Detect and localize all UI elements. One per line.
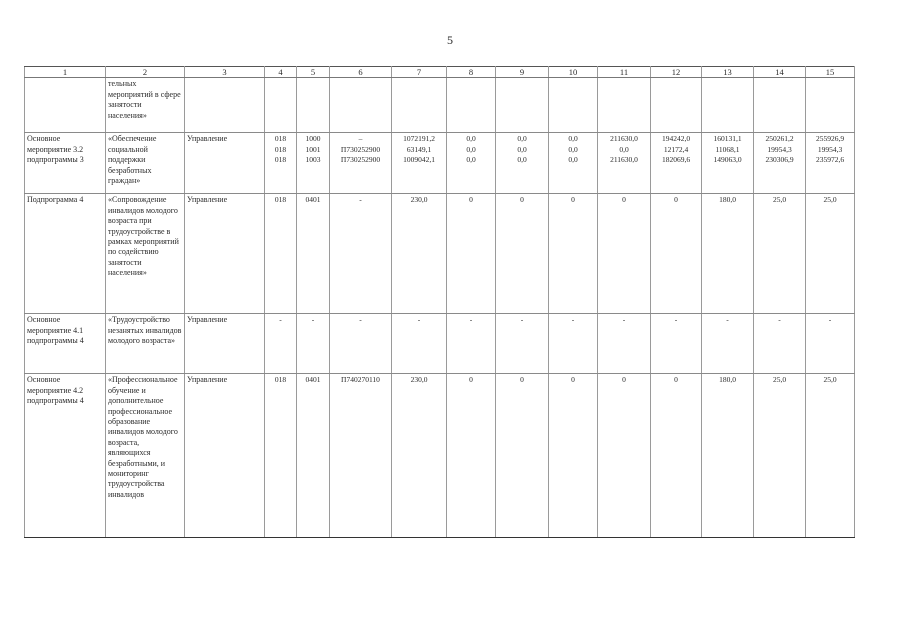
table-body <box>25 78 855 538</box>
cell-value: 0 <box>571 195 575 205</box>
cell-value: 0 <box>622 375 626 385</box>
value-cell <box>702 374 754 538</box>
value-cell <box>754 374 806 538</box>
row-description-cell: «Профессиональное обучение и дополнительное профессиональное образование инвалидов молодого возраста, являющихся безработными, и мониторинг трудоустройства инвалидов <box>106 374 185 538</box>
column-header: 14 <box>754 67 806 78</box>
value-cell <box>651 78 702 133</box>
value-cell <box>265 194 297 314</box>
cell-value: - <box>571 315 575 325</box>
cell-value: 0 <box>674 375 678 385</box>
cell-value: 230306,9 <box>765 155 794 165</box>
value-cell <box>330 194 392 314</box>
row-description-cell: «Обеспечение социальной поддержки безработных граждан» <box>106 133 185 194</box>
row-description-cell: тельных мероприятий в сфере занятости населения» <box>106 78 185 133</box>
page-number: 5 <box>447 33 453 47</box>
column-header: 4 <box>265 67 297 78</box>
value-cell <box>598 374 651 538</box>
cell-value: 230,0 <box>410 375 428 385</box>
cell-value: - <box>520 315 524 325</box>
cell-value: 0,0 <box>517 155 527 165</box>
cell-value: – <box>358 134 363 144</box>
cell-value: - <box>417 315 421 325</box>
value-cell <box>549 78 598 133</box>
value-cell <box>392 78 447 133</box>
cell-value: П740270110 <box>341 375 380 385</box>
cell-value: 0,0 <box>568 155 578 165</box>
value-cell <box>702 194 754 314</box>
value-cell <box>549 133 598 194</box>
value-cell <box>447 374 496 538</box>
value-cell <box>392 314 447 374</box>
cell-value: 1001 <box>305 144 321 154</box>
table-row <box>25 78 855 133</box>
value-cell <box>265 78 297 133</box>
table-row <box>25 194 855 314</box>
value-cell <box>754 133 806 194</box>
cell-value: 0 <box>520 195 524 205</box>
value-cell <box>330 78 392 133</box>
column-header: 10 <box>549 67 598 78</box>
value-cell <box>297 78 330 133</box>
cell-value: 0401 <box>305 195 321 205</box>
column-header: 9 <box>496 67 549 78</box>
cell-value: 255926,9 <box>815 134 845 144</box>
cell-value: 180,0 <box>719 195 736 205</box>
value-cell <box>392 133 447 194</box>
value-cell <box>702 314 754 374</box>
value-cell <box>806 194 855 314</box>
cell-value: 0 <box>622 195 626 205</box>
cell-value: 018 <box>274 375 287 385</box>
column-header: 11 <box>598 67 651 78</box>
value-cell <box>447 78 496 133</box>
value-cell <box>651 374 702 538</box>
responsible-cell: Управление <box>185 314 265 374</box>
value-cell <box>265 374 297 538</box>
value-cell <box>549 314 598 374</box>
cell-value: 25,0 <box>772 375 787 385</box>
cell-value: 0,0 <box>568 144 578 154</box>
column-header: 8 <box>447 67 496 78</box>
value-cell <box>330 314 392 374</box>
row-description-cell: «Сопровождение инвалидов молодого возраста при трудоустройстве в рамках мероприятий по содействию занятости населения» <box>106 194 185 314</box>
value-cell <box>549 194 598 314</box>
cell-value: - <box>674 315 678 325</box>
cell-value: 25,0 <box>823 195 837 205</box>
value-cell <box>496 133 549 194</box>
value-cell <box>330 374 392 538</box>
cell-value: 0401 <box>305 375 321 385</box>
cell-value: 235972,6 <box>815 155 845 165</box>
responsible-cell: Управление <box>185 374 265 538</box>
header-row <box>25 67 855 78</box>
cell-value: 180,0 <box>719 375 736 385</box>
cell-value: - <box>359 195 362 205</box>
cell-value: 0 <box>520 375 524 385</box>
value-cell <box>651 314 702 374</box>
column-header: 15 <box>806 67 855 78</box>
cell-value: 0 <box>469 195 473 205</box>
value-cell <box>702 133 754 194</box>
value-cell <box>447 133 496 194</box>
value-cell <box>392 194 447 314</box>
value-cell <box>496 78 549 133</box>
responsible-cell <box>185 78 265 133</box>
value-cell <box>598 314 651 374</box>
cell-value: 018 <box>274 195 287 205</box>
cell-value: П730252900 <box>340 144 381 154</box>
cell-value: 12172,4 <box>663 144 689 154</box>
table-row <box>25 374 855 538</box>
cell-value: 194242,0 <box>661 134 691 144</box>
value-cell <box>754 314 806 374</box>
row-name-cell: Подпрограмма 4 <box>25 194 106 314</box>
value-cell <box>598 133 651 194</box>
cell-value: 63149,1 <box>406 144 432 154</box>
cell-value: 018 <box>274 144 287 154</box>
value-cell <box>496 374 549 538</box>
cell-value: - <box>359 315 362 325</box>
cell-value: 19954,3 <box>817 144 843 154</box>
value-cell <box>496 314 549 374</box>
value-cell <box>806 374 855 538</box>
table-row <box>25 133 855 194</box>
cell-value: 0 <box>469 375 473 385</box>
cell-value: 149063,0 <box>713 155 742 165</box>
column-header: 12 <box>651 67 702 78</box>
value-cell <box>297 194 330 314</box>
row-name-cell: Основное мероприятие 3.2 подпрограммы 3 <box>25 133 106 194</box>
value-cell <box>651 133 702 194</box>
cell-value: 250261,2 <box>765 134 794 144</box>
value-cell <box>297 374 330 538</box>
value-cell <box>297 133 330 194</box>
cell-value: 1003 <box>305 155 321 165</box>
value-cell <box>496 194 549 314</box>
cell-value: П730252900 <box>340 155 381 165</box>
value-cell <box>806 78 855 133</box>
cell-value: 0,0 <box>517 144 527 154</box>
value-cell <box>754 78 806 133</box>
row-description-cell: «Трудоустройство незанятых инвалидов молодого возраста» <box>106 314 185 374</box>
column-header: 3 <box>185 67 265 78</box>
row-name-cell <box>25 78 106 133</box>
cell-value: 0,0 <box>466 155 476 165</box>
cell-value: - <box>279 315 282 325</box>
cell-value: 1000 <box>305 134 321 144</box>
cell-value: 19954,3 <box>767 144 792 154</box>
program-table <box>24 66 855 538</box>
cell-value: 11068,1 <box>715 144 740 154</box>
cell-value: 1009042,1 <box>403 155 435 165</box>
table-row <box>25 314 855 374</box>
value-cell <box>806 314 855 374</box>
value-cell <box>447 194 496 314</box>
row-name-cell: Основное мероприятие 4.2 подпрограммы 4 <box>25 374 106 538</box>
cell-value: 0,0 <box>517 134 527 144</box>
cell-value: 0 <box>674 195 678 205</box>
value-cell <box>754 194 806 314</box>
cell-value: 211630,0 <box>610 155 638 165</box>
column-header: 5 <box>297 67 330 78</box>
cell-value: 0 <box>571 375 575 385</box>
value-cell <box>392 374 447 538</box>
cell-value: 1072191,2 <box>403 134 435 144</box>
column-header: 2 <box>106 67 185 78</box>
cell-value: - <box>828 315 832 325</box>
cell-value: 0,0 <box>466 144 476 154</box>
cell-value: 182069,6 <box>661 155 691 165</box>
value-cell <box>447 314 496 374</box>
column-header: 13 <box>702 67 754 78</box>
cell-value: 0,0 <box>568 134 578 144</box>
cell-value: 0,0 <box>619 144 629 154</box>
cell-value: 018 <box>274 155 287 165</box>
cell-value: 211630,0 <box>610 134 638 144</box>
cell-value: 25,0 <box>772 195 787 205</box>
value-cell <box>330 133 392 194</box>
value-cell <box>598 78 651 133</box>
column-header: 7 <box>392 67 447 78</box>
responsible-cell: Управление <box>185 133 265 194</box>
cell-value: 25,0 <box>823 375 837 385</box>
cell-value: 0,0 <box>466 134 476 144</box>
value-cell <box>265 314 297 374</box>
value-cell <box>549 374 598 538</box>
cell-value: - <box>726 315 729 325</box>
value-cell <box>297 314 330 374</box>
value-cell <box>598 194 651 314</box>
cell-value: - <box>311 315 315 325</box>
column-header: 1 <box>25 67 106 78</box>
cell-value: - <box>469 315 473 325</box>
column-header: 6 <box>330 67 392 78</box>
cell-value: 018 <box>274 134 287 144</box>
value-cell <box>702 78 754 133</box>
value-cell <box>265 133 297 194</box>
value-cell <box>806 133 855 194</box>
responsible-cell: Управление <box>185 194 265 314</box>
cell-value: 230,0 <box>410 195 428 205</box>
cell-value: - <box>778 315 781 325</box>
cell-value: 160131,1 <box>713 134 742 144</box>
row-name-cell: Основное мероприятие 4.1 подпрограммы 4 <box>25 314 106 374</box>
value-cell <box>651 194 702 314</box>
cell-value: - <box>622 315 626 325</box>
